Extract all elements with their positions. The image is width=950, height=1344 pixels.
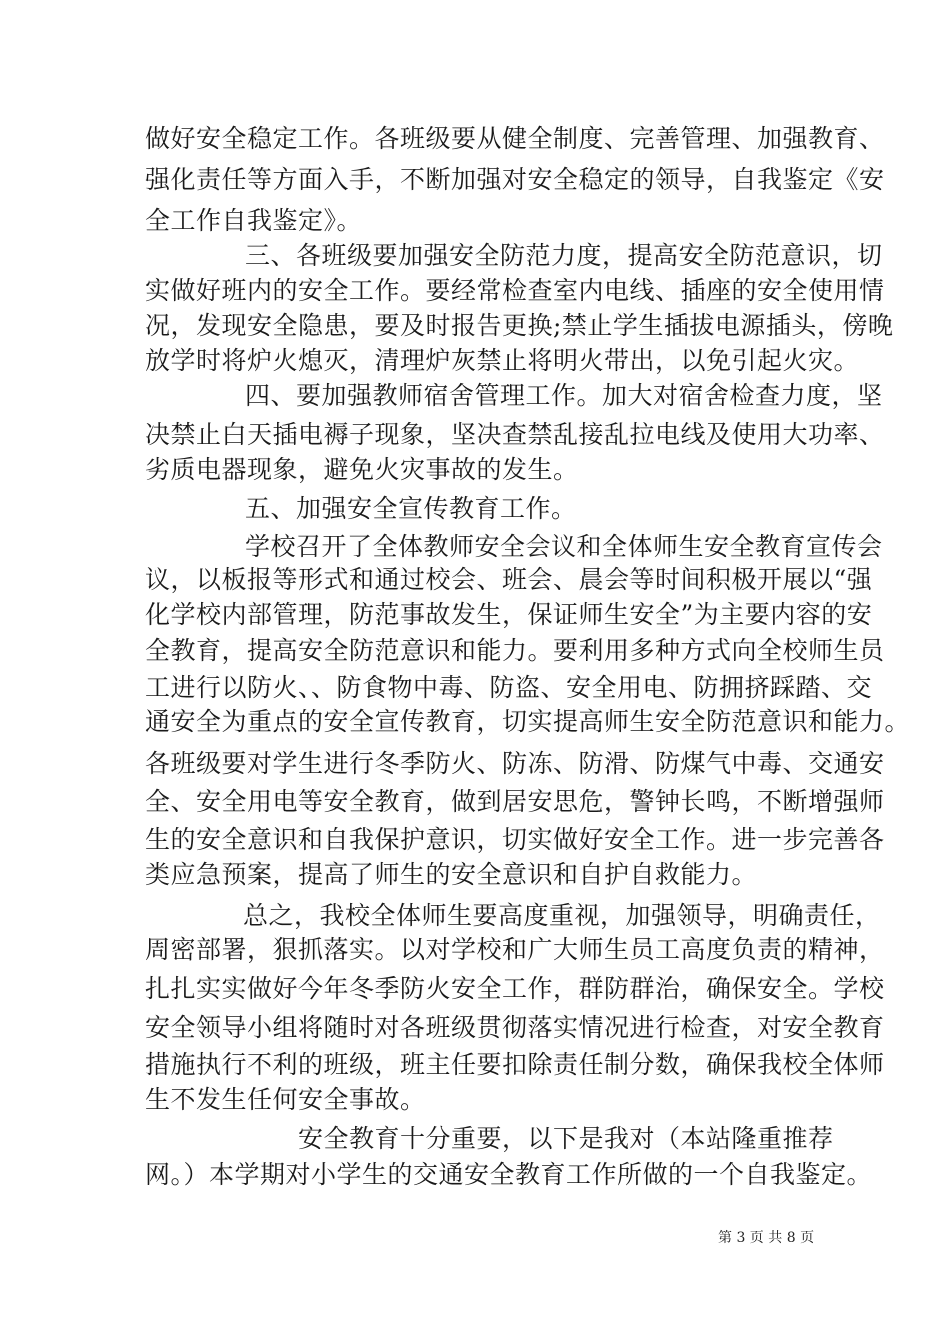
text-line: 生不发生任何安全事故。 [145, 1085, 426, 1114]
text-line: 各班级要对学生进行冬季防火、防冻、防滑、防煤气中毒、交通安 [145, 749, 885, 778]
text-line: 议，以板报等形式和通过校会、班会、晨会等时间积极开展以“强 [145, 565, 873, 594]
text-line: 全工作自我鉴定》。 [145, 206, 363, 235]
text-line: 五、加强安全宣传教育工作。 [245, 494, 577, 523]
text-line: 劣质电器现象，避免火灾事故的发生。 [145, 455, 579, 484]
text-line: 放学时将炉火熄灭，清理炉灰禁止将明火带出，以免引起火灾。 [145, 346, 860, 375]
text-line: 化学校内部管理，防范事故发生，保证师生安全”为主要内容的安 [145, 600, 873, 629]
text-line: 措施执行不利的班级，班主任要扣除责任制分数，确保我校全体师 [145, 1050, 885, 1079]
text-line: 通安全为重点的安全宣传教育，切实提高师生安全防范意识和能力。 [145, 707, 911, 736]
text-line: 四、要加强教师宿舍管理工作。加大对宿舍检查力度，坚 [245, 381, 883, 410]
page-number: 第 3 页 共 8 页 [718, 1230, 815, 1246]
text-line: 总之，我校全体师生要高度重视，加强领导，明确责任， [243, 901, 881, 930]
text-line: 三、各班级要加强安全防范力度，提高安全防范意识，切 [245, 241, 883, 270]
text-line: 况，发现安全隐患，要及时报告更换;禁止学生插拔电源插头，傍晚 [145, 311, 894, 340]
text-line: 类应急预案，提高了师生的安全意识和自护自救能力。 [145, 860, 758, 889]
text-line: 全教育，提高安全防范意识和能力。要利用多种方式向全校师生员 [145, 636, 885, 665]
text-line: 工进行以防火、、防食物中毒、防盗、安全用电、防拥挤踩踏、交 [145, 673, 873, 702]
text-line: 实做好班内的安全工作。要经常检查室内电线、插座的安全使用情 [145, 276, 885, 305]
text-line: 安全领导小组将随时对各班级贯彻落实情况进行检查，对安全教育 [145, 1013, 885, 1042]
text-line: 强化责任等方面入手，不断加强对安全稳定的领导，自我鉴定《安 [145, 165, 885, 194]
text-line: 做好安全稳定工作。各班级要从健全制度、完善管理、加强教育、 [145, 124, 885, 153]
text-line: 生的安全意识和自我保护意识，切实做好安全工作。进一步完善各 [145, 825, 885, 854]
text-line: 网。）本学期对小学生的交通安全教育工作所做的一个自我鉴定。 [145, 1160, 873, 1189]
text-line: 决禁止白天插电褥子现象，坚决查禁乱接乱拉电线及使用大功率、 [145, 420, 885, 449]
text-line: 全、安全用电等安全教育，做到居安思危，警钟长鸣，不断增强师 [145, 787, 885, 816]
text-line: 周密部署，狠抓落实。以对学校和广大师生员工高度负责的精神， [145, 935, 885, 964]
text-line: 安全教育十分重要，以下是我对（本站隆重推荐 [298, 1124, 834, 1153]
text-line: 扎扎实实做好今年冬季防火安全工作，群防群治，确保安全。学校 [145, 974, 885, 1003]
text-line: 学校召开了全体教师安全会议和全体师生安全教育宣传会 [245, 532, 883, 561]
